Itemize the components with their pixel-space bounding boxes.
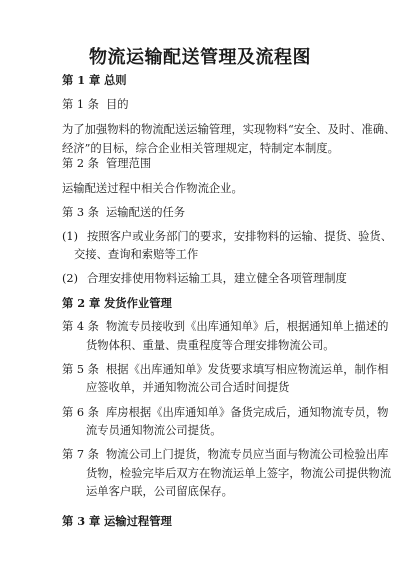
article-1-number: 第 1 条 xyxy=(62,98,99,111)
article-7-line-3: 运单客户联，公司留底保存。 xyxy=(86,485,233,498)
article-1-body-line-1: 为了加强物料的物流配送运输管理，实现物料“安全、及时、准确、 xyxy=(62,123,396,136)
chapter-3-number: 第 3 章 xyxy=(62,514,101,528)
article-5-line-2: 应签收单，并通知物流公司合适时间提货 xyxy=(86,381,290,394)
item-1-line-1: 按照客户或业务部门的要求，安排物料的运输、提货、验货、 xyxy=(87,230,393,243)
article-4-line-2: 货物体积、重量、贵重程度等合理安排物流公司。 xyxy=(86,339,335,352)
article-3-number: 第 3 条 xyxy=(62,206,99,219)
item-2-text: 合理安排使用物料运输工具，建立健全各项管理制度 xyxy=(87,272,347,285)
chapter-3-title: 运输过程管理 xyxy=(104,514,172,528)
article-2-number: 第 2 条 xyxy=(62,157,99,170)
article-5-number: 第 5 条 xyxy=(62,363,99,376)
item-1-number: (1) xyxy=(62,230,79,243)
article-7-line-2: 货物，检验完毕后双方在物流运单上签字，物流公司提供物流 xyxy=(86,467,392,480)
article-6-line-1: 库房根据《出库通知单》备货完成后，通知物流专员，物 xyxy=(106,406,389,419)
document-title: 物流运输配送管理及流程图 xyxy=(89,47,311,68)
item-2-number: (2) xyxy=(62,272,79,285)
chapter-1-title: 总则 xyxy=(104,73,127,87)
article-7-number: 第 7 条 xyxy=(62,448,99,461)
chapter-1-number: 第 1 章 xyxy=(62,73,101,87)
article-4-line-1: 物流专员接收到《出库通知单》后，根据通知单上描述的 xyxy=(106,320,389,333)
article-1-title: 目的 xyxy=(106,98,129,111)
item-1-line-2: 交接、查询和索赔等工作 xyxy=(74,248,199,261)
article-2-body: 运输配送过程中相关合作物流企业。 xyxy=(62,182,243,195)
article-6-line-2: 流专员通知物流公司提货。 xyxy=(86,424,222,437)
article-1-body-line-2: 经济”的目标，综合企业相关管理规定，特制定本制度。 xyxy=(62,142,339,155)
article-7-line-1: 物流公司上门提货，物流专员应当面与物流公司检验出库 xyxy=(106,448,389,461)
article-2-title: 管理范围 xyxy=(106,157,152,170)
article-6-number: 第 6 条 xyxy=(62,406,99,419)
chapter-2-title: 发货作业管理 xyxy=(104,296,172,310)
chapter-2-number: 第 2 章 xyxy=(62,296,101,310)
article-3-title: 运输配送的任务 xyxy=(106,206,186,219)
article-5-line-1: 根据《出库通知单》发货要求填写相应物流运单，制作相 xyxy=(106,363,389,376)
article-4-number: 第 4 条 xyxy=(62,320,99,333)
